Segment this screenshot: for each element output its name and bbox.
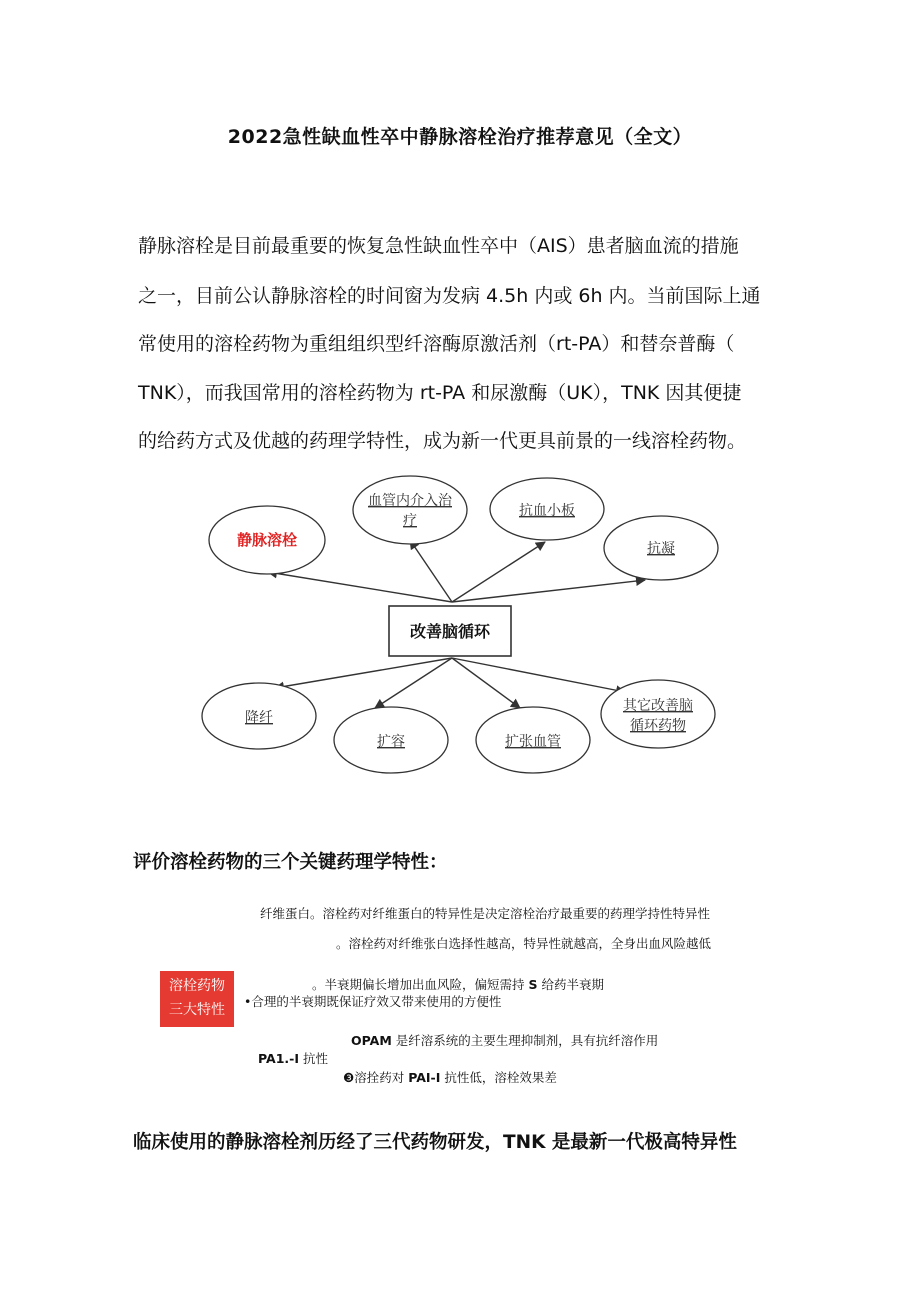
paragraph-line-3: 常使用的溶栓药物为重组组织型纤溶酶原激活剂（rt-PA）和替奈普酶（ [138, 333, 735, 355]
property-line-3-part-3: 给药半衰期 [541, 977, 605, 992]
page-title: 2022急性缺血性卒中静脉溶栓治疗推荐意见（全文） [227, 126, 693, 148]
node-other-drugs [601, 680, 715, 748]
node-endovascular [353, 476, 467, 544]
paragraph-line-1: 静脉溶栓是目前最重要的恢复急性缺血性卒中（AIS）患者脑血流的措施 [138, 235, 739, 257]
property-line-5 [351, 1031, 658, 1049]
section-heading-generations: 临床使用的静脉溶栓剂历经了三代药物研发，TNK 是最新一代极高特异性 [133, 1132, 737, 1153]
paragraph-line-2: 之一，目前公认静脉溶栓的时间窗为发病 4.5h 内或 6h 内。当前国际上通 [138, 285, 761, 307]
property-line-6-part-1: PA1.-I [258, 1051, 299, 1066]
property-line-4: •合理的半衰期既保证疗效又带来使用的方便性 [244, 994, 502, 1009]
node-other-drugs-label-1: 其它改善脑 [623, 698, 693, 714]
paragraph-line-4: TNK），而我国常用的溶栓药物为 rt-PA 和尿激酶（UK），TNK 因其便捷 [138, 382, 742, 404]
badge-line-2: 三大特性 [169, 1002, 225, 1018]
node-antiplatelet-label: 抗血小板 [519, 503, 575, 519]
node-defibrination-label: 降纤 [245, 710, 273, 726]
node-other-drugs-label-2: 循环药物 [630, 718, 686, 734]
node-endovascular-label-2: 疗 [403, 513, 417, 529]
node-anticoagulation-label: 抗凝 [647, 541, 675, 557]
badge-line-1: 溶栓药物 [169, 978, 225, 994]
property-line-2: 。溶栓药对纤维张白选择性越高，特异性就越高，全身出血风险越低 [336, 936, 712, 951]
section-heading-properties: 评价溶栓药物的三个关键药理学特性： [133, 852, 448, 873]
node-thrombolysis-label: 静脉溶栓 [236, 531, 298, 549]
property-line-1: 纤维蛋白。溶栓药对纤维蛋白的特异性是决定溶栓治疗最重要的药理学持性特异性 [260, 906, 711, 921]
property-line-5-part-1: OPAM [351, 1033, 392, 1048]
arrow-to-thrombolysis [268, 572, 452, 602]
property-line-3 [312, 975, 604, 993]
arrow-to-volume-expansion [375, 658, 452, 708]
node-vasodilation-label: 扩张血管 [505, 734, 561, 750]
node-volume-expansion-label: 扩容 [377, 734, 405, 750]
property-line-7-part-3: 抗性低，溶栓效果差 [444, 1070, 557, 1085]
property-line-3-part-2: S [528, 977, 538, 992]
arrow-to-other-drugs [452, 658, 625, 692]
treatment-diagram [0, 470, 920, 790]
arrow-to-endovascular [410, 540, 452, 602]
property-line-7 [343, 1068, 557, 1086]
property-line-7-part-2: PAI-I [408, 1070, 441, 1085]
arrow-to-vasodilation [452, 658, 520, 708]
property-line-3-part-1: 。半衰期偏长增加出血风险，偏短需持 [312, 977, 525, 992]
center-label: 改善脑循环 [409, 622, 491, 641]
property-line-5-part-2: 是纤溶系统的主要生理抑制剂，具有抗纤溶作用 [395, 1033, 659, 1048]
property-line-7-part-1: ❸溶拴药对 [343, 1070, 405, 1085]
arrow-to-defibrination [275, 658, 452, 688]
node-endovascular-label-1: 血管内介入治 [368, 493, 452, 509]
paragraph-line-5: 的给药方式及优越的药理学特性，成为新一代更具前景的一线溶栓药物。 [138, 430, 747, 452]
properties-badge [160, 971, 234, 1027]
property-line-6-part-2: 抗性 [302, 1051, 328, 1066]
property-line-6 [258, 1049, 328, 1067]
